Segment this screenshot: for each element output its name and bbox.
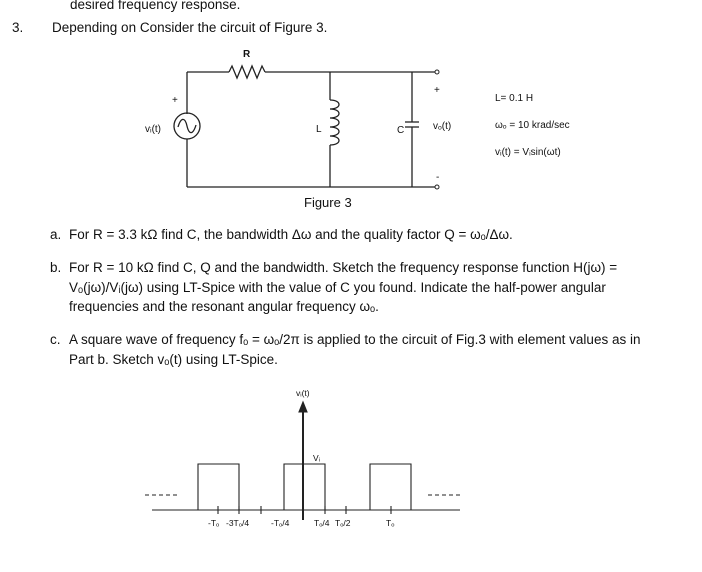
part-c-line-2: Part b. Sketch vₒ(t) using LT-Spice. — [69, 352, 278, 367]
param-resonant-frequency: ωₒ = 10 krad/sec — [495, 120, 570, 131]
output-label: vₒ(t) — [433, 121, 452, 132]
resistor-label: R — [243, 49, 251, 60]
output-terminal-bottom — [435, 185, 439, 189]
axis-arrow-icon — [299, 402, 307, 412]
part-b-line-3: frequencies and the resonant angular frequency ωₒ. — [69, 299, 379, 314]
output-plus: + — [434, 85, 440, 96]
part-b-letter: b. — [50, 260, 62, 275]
capacitor-label: C — [397, 125, 405, 136]
part-b-line-2: Vₒ(jω)/Vᵢ(jω) using LT-Spice with the value of C you found. Indicate the half-power angular — [69, 280, 606, 295]
tick-label: -3Tₒ/4 — [226, 518, 250, 528]
figure-caption: Figure 3 — [304, 195, 352, 210]
header-line: desired frequency response. — [70, 0, 241, 12]
tick-label: Tₒ — [386, 518, 395, 528]
resistor-symbol — [229, 66, 265, 78]
part-a-letter: a. — [50, 227, 62, 242]
source-plus: + — [172, 95, 178, 106]
tick-label: Tₒ/2 — [335, 518, 351, 528]
square-pulse-left — [198, 464, 239, 510]
output-minus: - — [436, 172, 440, 183]
part-c-line-1: A square wave of frequency fₒ = ωₒ/2π is applied to the circuit of Fig.3 with element values as in — [69, 332, 641, 347]
source-label: vᵢ(t) — [145, 124, 162, 135]
waveform-y-label: vᵢ(t) — [296, 388, 310, 398]
output-terminal-top — [435, 70, 439, 74]
part-b-line-1: For R = 10 kΩ find C, Q and the bandwidth. Sketch the frequency response function H(jω) = — [69, 260, 618, 275]
amplitude-label: Vᵢ — [313, 453, 321, 463]
inductor-label: L — [316, 124, 322, 135]
tick-label: Tₒ/4 — [314, 518, 330, 528]
part-a-text: For R = 3.3 kΩ find C, the bandwidth Δω and the quality factor Q = ωₒ/Δω. — [69, 227, 513, 242]
tick-label: -Tₒ — [208, 518, 220, 528]
problem-intro: Depending on Consider the circuit of Figure 3. — [52, 20, 328, 35]
square-pulse-right — [370, 464, 411, 510]
problem-number: 3. — [12, 20, 24, 35]
square-pulse-center — [284, 464, 325, 510]
tick-label: -Tₒ/4 — [271, 518, 290, 528]
param-inductance: L= 0.1 H — [495, 93, 534, 104]
sine-icon — [178, 119, 196, 132]
param-input-voltage: vᵢ(t) = Vᵢsin(ωt) — [495, 147, 561, 158]
part-c-letter: c. — [50, 332, 61, 347]
inductor-symbol — [330, 100, 339, 145]
